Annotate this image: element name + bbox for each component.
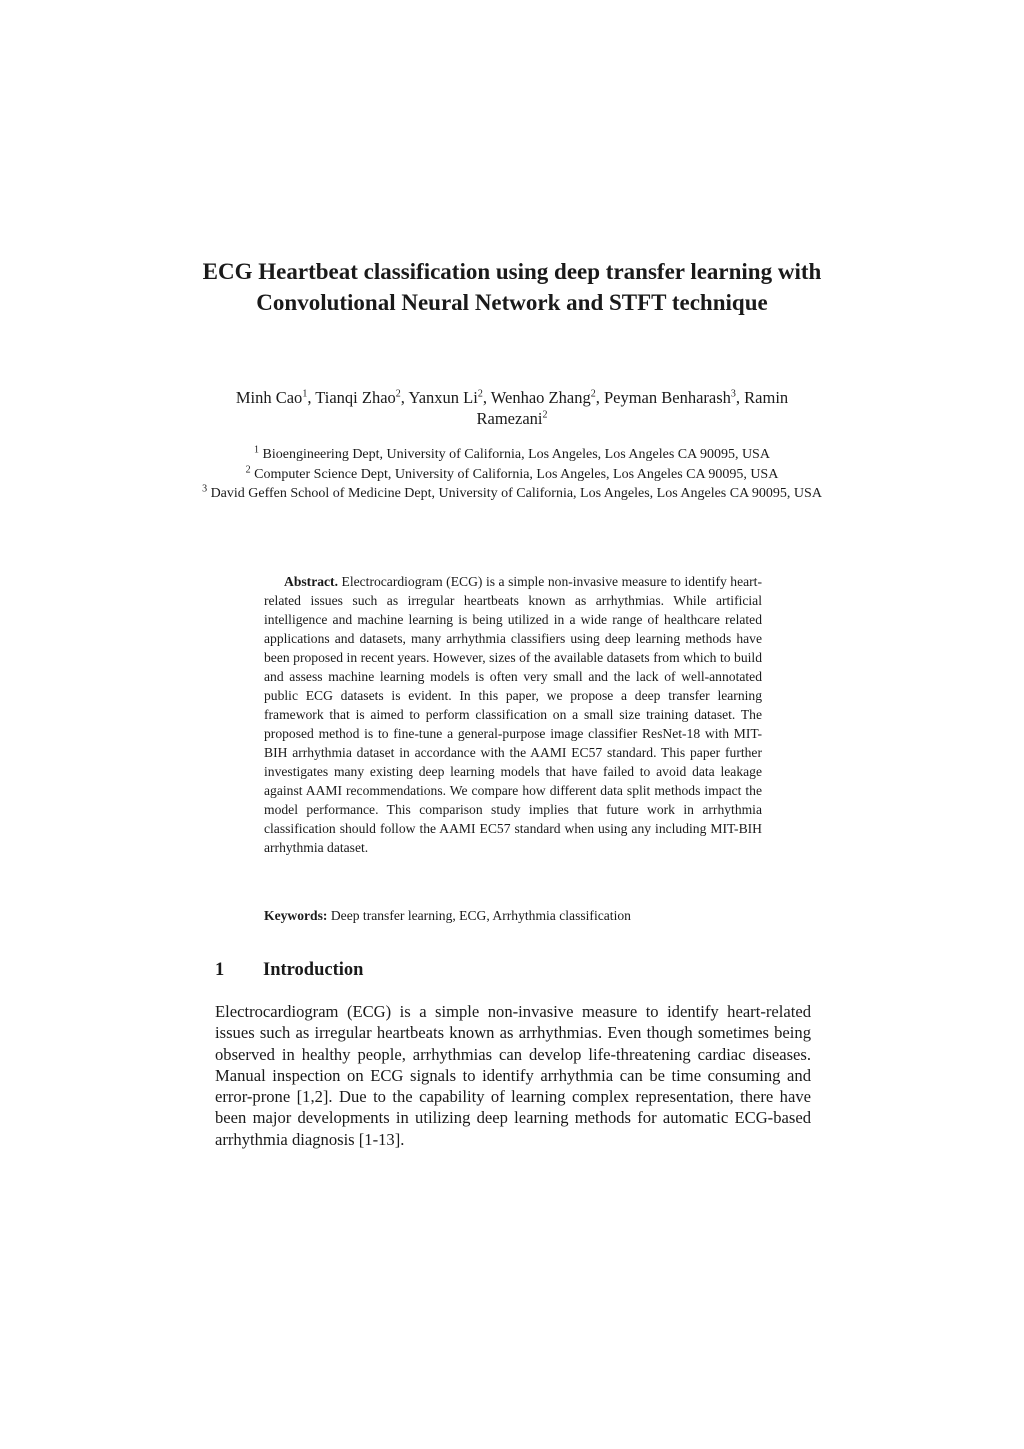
abstract xyxy=(264,572,762,857)
section-heading xyxy=(215,958,363,982)
abstract-text: Electrocardiogram (ECG) is a simple non-invasive measure to identify heart-related issues such as irregular heartbeats known as arrhythmias. While artificial intelligence and machine learning is being utilized in a wide range of healthcare related applications and datasets, many arrhythmia classifiers using deep learning methods have been proposed in recent years. However, sizes of the available datasets from which to build and assess machine learning models is often very small and the lack of well-annotated public ECG datasets is evident. In this paper, we propose a deep transfer learning framework that is aimed to perform classification on a small size training dataset. The proposed method is to fine-tune a general-purpose image classifier ResNet-18 with MIT-BIH arrhythmia dataset in accordance with the AAMI EC57 standard. This paper further investigates many existing deep learning models that have failed to avoid data leakage against AAMI recommendations. We compare how different data split methods impact the model performance. This comparison study implies that future work in arrhythmia classification should follow the AAMI EC57 standard when using any including MIT-BIH arrhythmia dataset. xyxy=(264,574,762,855)
author: Tianqi Zhao$^2$, xyxy=(315,388,409,407)
author-list xyxy=(200,387,824,429)
paper-title: ECG Heartbeat classification using deep transfer learning with Convolutional Neural Network and STFT technique xyxy=(202,259,822,315)
author: Minh Cao$^1$, xyxy=(235,388,316,407)
section-title: Introduction xyxy=(263,960,364,980)
affiliation: $^1$ Bioengineering Dept, University of California, Los Angeles, Los Angeles CA 90095, USA xyxy=(254,444,770,462)
abstract-label: Abstract. xyxy=(284,574,338,589)
keywords-text: Deep transfer learning, ECG, Arrhythmia classification xyxy=(330,908,631,923)
keywords xyxy=(264,906,762,925)
author: Peyman Benharash$^3$, xyxy=(603,388,745,407)
section-number: 1 xyxy=(215,960,225,980)
author: Ramin Ramezani$^2$ xyxy=(476,388,789,428)
affiliation-list xyxy=(190,445,834,504)
affiliation: $^3$ David Geffen School of Medicine Dept, University of California, Los Angeles, Los Angeles CA 90095, USA xyxy=(202,483,822,501)
author: Wenhao Zhang$^2$, xyxy=(490,388,604,407)
introduction-paragraph: Electrocardiogram (ECG) is a simple non-invasive measure to identify heart-related issues such as irregular heartbeats known as arrhythmias. Even though sometimes being observed in healthy people, arrhythmias can develop life-threatening cardiac diseases. Manual inspection on ECG signals to identify arrhythmia can be time consuming and error-prone [1,2]. Due to the capability of learning complex representation, there have been major developments in utilizing deep learning methods for automatic ECG-based arrhythmia diagnosis [1-13]. xyxy=(215,1002,811,1149)
keywords-label: Keywords: xyxy=(264,908,328,923)
author: Yanxun Li$^2$, xyxy=(408,388,491,407)
affiliation: $^2$ Computer Science Dept, University of California, Los Angeles, Los Angeles CA 90095, USA xyxy=(245,463,779,482)
